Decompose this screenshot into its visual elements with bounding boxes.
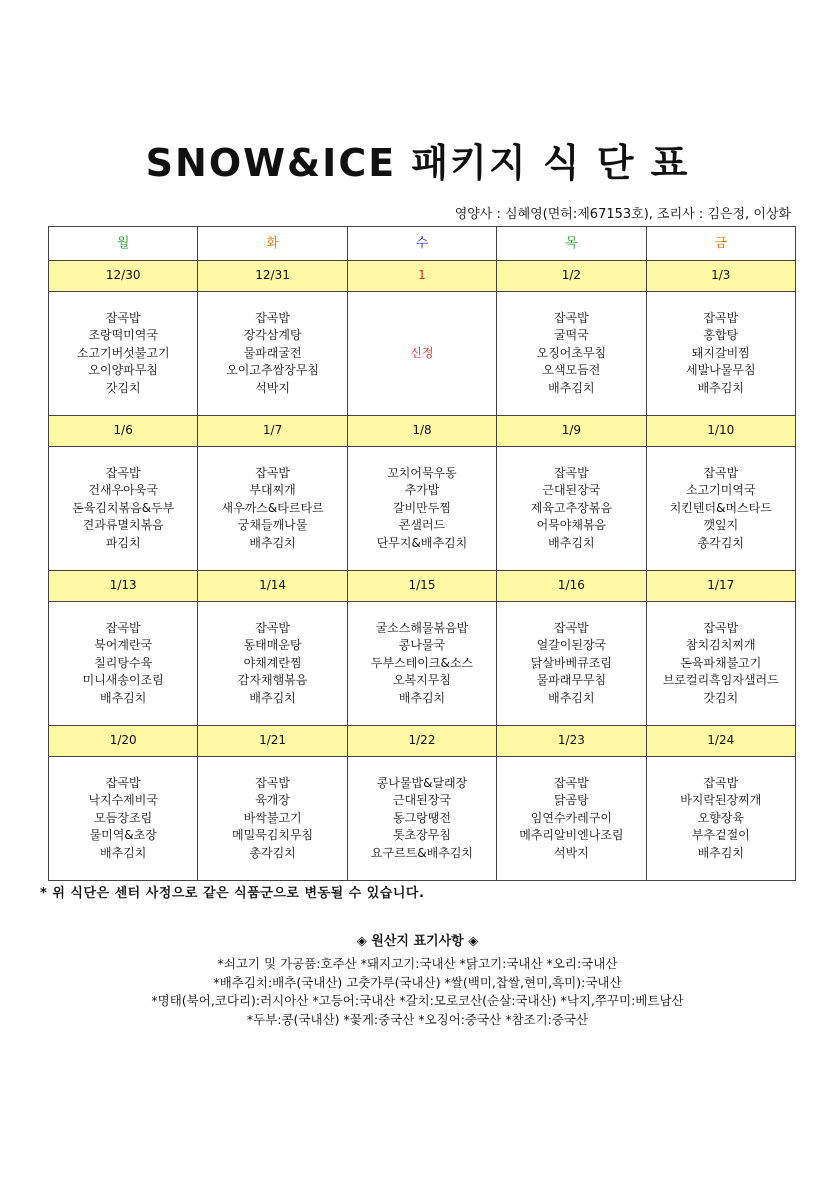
date-cell: 12/31	[198, 261, 347, 292]
meal-item: 오이양파무침	[88, 363, 158, 378]
meal-item: 잡곡밥	[105, 465, 141, 480]
meal-item: 잡곡밥	[553, 775, 589, 790]
meal-row	[49, 447, 796, 571]
meal-item: 배추김치	[249, 690, 296, 705]
meal-item: 북어계란국	[94, 638, 153, 653]
meal-cell	[49, 602, 198, 726]
meal-item: 부대찌개	[249, 483, 296, 498]
date-row	[49, 571, 796, 602]
menu-change-notice: * 위 식단은 센터 사정으로 같은 식품군으로 변동될 수 있습니다.	[40, 886, 425, 901]
meal-item: 잡곡밥	[255, 465, 290, 480]
meal-item: 굴소스해물볶음밥	[375, 620, 469, 635]
meal-item: 단무지&배추김치	[376, 535, 468, 550]
meal-item: 오향장육	[697, 810, 744, 825]
meal-item: 오징어초무침	[536, 345, 607, 360]
meal-item: 홍합탕	[703, 328, 739, 343]
meal-item: 칠리탕수육	[94, 655, 153, 670]
meal-item: 치킨텐더&머스타드	[669, 500, 772, 515]
meal-item: 콘샐러드	[398, 518, 446, 533]
meal-cell	[347, 602, 496, 726]
origin-title: ◈ 원산지 표기사항 ◈	[356, 934, 479, 949]
meal-item: 브로컬리흑임자샐러드	[662, 673, 779, 688]
weekday-tue: 화	[198, 227, 347, 261]
meal-cell	[49, 292, 198, 416]
meal-cell	[497, 602, 646, 726]
meal-item: 잡곡밥	[255, 620, 290, 635]
meal-cell	[49, 757, 198, 881]
origin-list	[0, 955, 835, 1029]
meal-item: 잡곡밥	[553, 465, 589, 480]
meal-item: 총각김치	[249, 845, 296, 860]
meal-item: 총각김치	[697, 535, 744, 550]
meal-item: 배추김치	[548, 380, 595, 395]
meal-item: 잡곡밥	[703, 620, 739, 635]
date-cell: 1/6	[49, 416, 198, 447]
meal-item: 배추김치	[697, 380, 744, 395]
meal-item: 배추김치	[100, 845, 147, 860]
weekday-mon: 월	[49, 227, 198, 261]
origin-line: *쇠고기 및 가공품:호주산 *돼지고기:국내산 *닭고기:국내산 *오리:국내산	[217, 956, 618, 971]
meal-item: 메추리알비엔나조림	[519, 828, 624, 843]
meal-item: 잡곡밥	[703, 775, 739, 790]
meal-item: 낙지수제비국	[88, 793, 158, 808]
meal-item: 물미역&초장	[89, 828, 157, 843]
meal-item: 배추김치	[548, 690, 595, 705]
meal-item: 물파래무무침	[536, 673, 607, 688]
meal-item: 야채계란찜	[243, 655, 302, 670]
date-cell: 1/13	[49, 571, 198, 602]
date-row	[49, 726, 796, 757]
date-cell: 12/30	[49, 261, 198, 292]
date-cell: 1/17	[646, 571, 795, 602]
meal-item: 배추김치	[548, 535, 595, 550]
meal-item: 잡곡밥	[105, 310, 141, 325]
meal-item: 돈육파채불고기	[680, 655, 762, 670]
meal-item: 요구르트&배추김치	[370, 845, 474, 860]
date-cell: 1/3	[646, 261, 795, 292]
meal-item: 톳초장무침	[392, 828, 451, 843]
meal-item: 세발나물무침	[686, 363, 756, 378]
meal-item: 메밀묵김치무침	[232, 828, 314, 843]
meal-cell	[646, 447, 795, 571]
meal-item: 조랑떡미역국	[88, 328, 158, 343]
meal-item: 근대된장국	[392, 793, 451, 808]
weekday-fri: 금	[646, 227, 795, 261]
meal-item: 소고기미역국	[686, 483, 756, 498]
meal-item: 견과류멸치볶음	[82, 518, 164, 533]
meal-item: 감자채햄볶음	[237, 673, 308, 688]
meal-item: 콩나물국	[398, 638, 446, 653]
meal-item: 닭살바베큐조림	[530, 655, 612, 670]
meal-item: 돼지갈비찜	[691, 345, 750, 360]
meal-cell	[347, 447, 496, 571]
weekday-thu: 목	[497, 227, 646, 261]
meal-cell	[646, 292, 795, 416]
meal-item: 잡곡밥	[255, 310, 290, 325]
date-cell: 1/10	[646, 416, 795, 447]
meal-cell	[198, 757, 347, 881]
meal-item: 모듬장조림	[94, 810, 153, 825]
holiday-label: 신정	[410, 345, 434, 360]
meal-item: 참치김치찌개	[686, 638, 756, 653]
date-cell: 1/14	[198, 571, 347, 602]
date-cell: 1/8	[347, 416, 496, 447]
meal-item: 오이고추쌈장무침	[226, 363, 319, 378]
date-cell: 1	[347, 261, 496, 292]
meal-cell	[497, 757, 646, 881]
meal-item: 제육고추장볶음	[530, 500, 612, 515]
meal-item: 미니새송이조림	[82, 673, 164, 688]
meal-item: 오복지무침	[392, 673, 451, 688]
meal-item: 바지락된장찌개	[680, 793, 762, 808]
meal-item: 바싹불고기	[243, 810, 302, 825]
meal-row	[49, 757, 796, 881]
meal-item: 추가밥	[404, 483, 440, 498]
meal-cell	[49, 447, 198, 571]
date-row	[49, 416, 796, 447]
meal-item: 건새우아욱국	[88, 483, 158, 498]
meal-item: 육개장	[255, 793, 290, 808]
meal-item: 잡곡밥	[105, 620, 141, 635]
meal-item: 소고기버섯불고기	[76, 345, 170, 360]
meal-item: 갓김치	[703, 690, 739, 705]
meal-item: 새우까스&타르타르	[221, 500, 324, 515]
meal-item: 부추겉절이	[691, 828, 750, 843]
meal-item: 물파래굴전	[243, 345, 302, 360]
meal-row	[49, 602, 796, 726]
meal-item: 돈육김치볶음&두부	[72, 500, 175, 515]
meal-item: 배추김치	[249, 535, 296, 550]
meal-item: 얼갈이된장국	[536, 638, 607, 653]
date-row	[49, 261, 796, 292]
meal-item: 배추김치	[398, 690, 446, 705]
meal-cell	[347, 757, 496, 881]
origin-line: *두부:콩(국내산) *꽃게:중국산 *오징어:중국산 *참조기:중국산	[246, 1011, 589, 1027]
meal-item: 배추김치	[697, 845, 744, 860]
origin-line: *배추김치:배추(국내산) 고춧가루(국내산) *쌀(백미,찹쌀,현미,흑미):국내산	[213, 974, 622, 990]
meal-cell	[497, 447, 646, 571]
meal-item: 잡곡밥	[703, 465, 739, 480]
meal-item: 잡곡밥	[255, 775, 290, 790]
meal-cell	[497, 292, 646, 416]
meal-cell	[198, 602, 347, 726]
meal-item: 꼬치어묵우동	[387, 465, 457, 480]
meal-item: 굴떡국	[553, 328, 589, 343]
weekday-wed: 수	[347, 227, 496, 261]
meal-item: 동태매운탕	[243, 638, 302, 653]
meal-item: 잡곡밥	[553, 310, 589, 325]
meal-cell	[646, 757, 795, 881]
date-cell: 1/24	[646, 726, 795, 757]
meal-item: 잡곡밥	[105, 775, 141, 790]
meal-item: 근대된장국	[542, 483, 601, 498]
meal-row	[49, 292, 796, 416]
date-cell: 1/15	[347, 571, 496, 602]
meal-item: 동그랑땡전	[392, 810, 451, 825]
meal-item: 잡곡밥	[553, 620, 589, 635]
meal-item: 두부스테이크&소스	[370, 655, 474, 670]
meal-cell	[198, 292, 347, 416]
meal-item: 어묵야채볶음	[536, 518, 607, 533]
date-cell: 1/21	[198, 726, 347, 757]
meal-cell	[646, 602, 795, 726]
meal-item: 궁채들깨나물	[237, 518, 308, 533]
meal-item: 콩나물밥&달래장	[376, 775, 468, 790]
date-cell: 1/16	[497, 571, 646, 602]
meal-item: 장각삼계탕	[243, 328, 302, 343]
meal-item: 임연수카레구이	[530, 810, 612, 825]
date-cell: 1/9	[497, 416, 646, 447]
origin-line: *명태(북어,코다리):러시아산 *고등어:국내산 *갈치:모로코산(순살:국내산) *낙지,쭈꾸미:베트남산	[151, 993, 684, 1008]
meal-item: 석박지	[255, 380, 290, 395]
meal-item: 오색모듬전	[542, 363, 601, 378]
date-cell: 1/23	[497, 726, 646, 757]
meal-item: 잡곡밥	[703, 310, 739, 325]
staff-credits: 영양사 : 심혜영(면허:제67153호), 조리사 : 김은정, 이상화	[454, 207, 791, 222]
meal-cell	[198, 447, 347, 571]
page-title: SNOW&ICE 패키지 식 단 표	[145, 141, 690, 185]
menu-table	[48, 226, 796, 881]
holiday-cell	[347, 292, 496, 416]
meal-item: 갈비만두찜	[392, 500, 451, 515]
meal-item: 깻잎지	[703, 518, 739, 533]
date-cell: 1/22	[347, 726, 496, 757]
meal-item: 석박지	[553, 845, 589, 860]
meal-item: 닭곰탕	[553, 793, 589, 808]
date-cell: 1/2	[497, 261, 646, 292]
date-cell: 1/7	[198, 416, 347, 447]
meal-item: 배추김치	[100, 690, 147, 705]
weekday-header-row	[49, 227, 796, 261]
date-cell: 1/20	[49, 726, 198, 757]
meal-item: 갓김치	[105, 380, 141, 395]
meal-item: 파김치	[105, 535, 141, 550]
